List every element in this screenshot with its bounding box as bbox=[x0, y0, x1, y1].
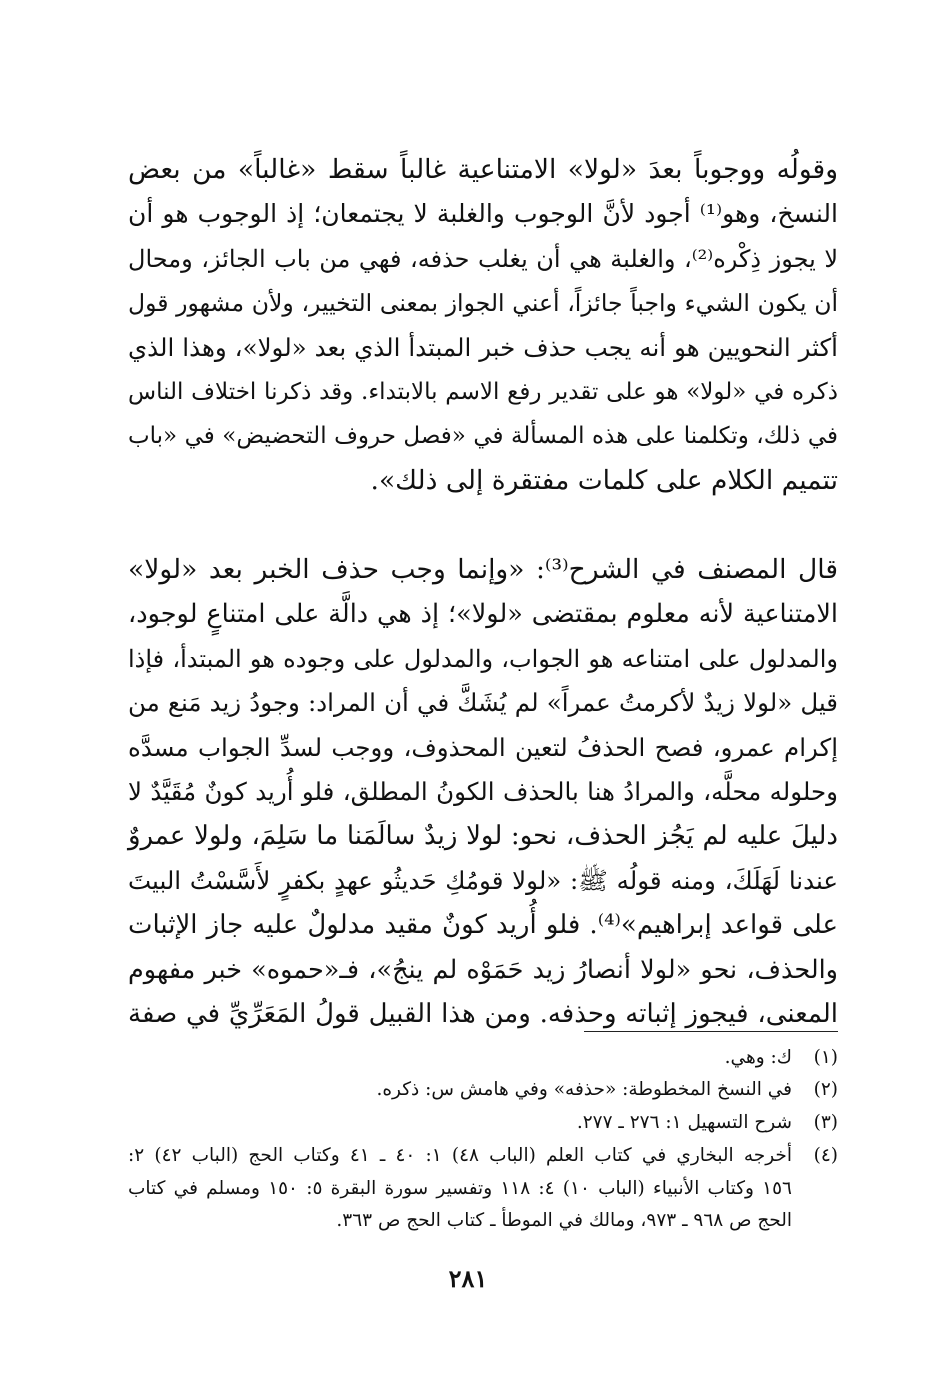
text-line: والمدلول على امتناعه هو الجواب، والمدلول على وجوده هو المبتدأ، فإذا bbox=[128, 644, 838, 673]
text-line: لا يجوز ذِكْره⁽²⁾، والغلبة هي أن يغلب حذفه، فهي من باب الجائز، ومحال bbox=[128, 244, 839, 273]
text-line: قال المصنف في الشرح⁽³⁾: «وإنما وجب حذف الخبر بعد «لولا» bbox=[128, 554, 838, 585]
footnote-separator bbox=[584, 1031, 838, 1032]
text-line: عندنا لَهَلَكَ، ومنه قولُه ﷺ: «لولا قومُكِ حَديثُو عهدٍ بكفرٍ لأَسَّسْتُ البيتَ bbox=[128, 865, 838, 895]
footnote-1 bbox=[128, 1042, 838, 1075]
text-line: دليلَ عليه لم يَجُز الحذف، نحو: لولا زيدٌ سالَمَنا ما سَلِمَ، ولولا عمروٌ bbox=[128, 821, 838, 852]
main-paragraph-2 bbox=[128, 548, 838, 1036]
text-line: والحذف، نحو «لولا أنصارُ زيد حَمَوْه لم ينجُ»، فـ«حموه» خبر مفهوم bbox=[128, 954, 838, 985]
text-line: أكثر النحويين هو أنه يجب حذف خبر المبتدأ الذي بعد «لولا»، وهذا الذي bbox=[128, 332, 838, 362]
footnote-text: ك: وهي. bbox=[724, 1047, 792, 1068]
text-line: أن يكون الشيء واجباً جائزاً، أعني الجواز بمعنى التخيير، ولأن مشهور قول bbox=[128, 289, 838, 318]
footnote-line bbox=[128, 1107, 838, 1140]
footnote-2 bbox=[128, 1074, 838, 1107]
footnote-number: (٤) bbox=[813, 1145, 839, 1166]
footnote-text: أخرجه البخاري في كتاب العلم (الباب ٤٨) ١: ٤٠ ـ ٤١ وكتاب الحج (الباب ٤٢) ٢: bbox=[128, 1145, 793, 1166]
main-paragraph-1 bbox=[128, 148, 838, 503]
footnote-number: (٣) bbox=[813, 1112, 838, 1133]
footnote-text: في النسخ المخطوطة: «حذفه» وفي هامش س: ذكره. bbox=[376, 1079, 792, 1100]
text-line: النسخ، وهو⁽¹⁾ أجود لأنَّ الوجوب والغلبة لا يجتمعان؛ إذ الوجوب هو أن bbox=[128, 199, 839, 229]
text-line: وحلوله محلَّه، والمرادُ هنا بالحذف الكونُ المطلق، فلو أُريد كونٌ مُقَيَّدٌ لا bbox=[128, 776, 838, 806]
footnote-line: ١٥٦ وكتاب الأنبياء (الباب ١٠) ٤: ١١٨ وتفسير سورة البقرة ٥: ١٥٠ ومسلم في كتاب bbox=[128, 1177, 792, 1199]
footnote-line bbox=[128, 1074, 838, 1107]
text-line: وقولُه ووجوباً بعدَ «لولا» الامتناعية غالباً سقط «غالباً» من بعض bbox=[128, 154, 838, 185]
page-number: ٢٨١ bbox=[448, 1264, 488, 1293]
text-line: قيل «لولا زيدٌ لأكرمتُ عمراً» لم يُشَكَّ في أن المراد: وجودُ زيد مَنع من bbox=[128, 688, 838, 718]
footnote-number: (١) bbox=[813, 1047, 838, 1068]
footnote-line bbox=[128, 1140, 838, 1173]
footnote-text: شرح التسهيل ١: ٢٧٦ ـ ٢٧٧. bbox=[576, 1112, 792, 1133]
text-line: الامتناعية لأنه معلوم بمقتضى «لولا»؛ إذ هي دالَّة على امتناعٍ لوجود، bbox=[128, 599, 838, 630]
text-line: المعنى، فيجوز إثباته وحذفه. ومن هذا القبيل قولُ المَعَرِّيِّ في صفة bbox=[128, 998, 838, 1029]
text-line: ذكره في «لولا» هو على تقدير رفع الاسم بالابتداء. وقد ذكرنا اختلاف الناس bbox=[128, 378, 838, 405]
text-line: إكرام عمرو، فصح الحذفُ لتعين المحذوف، ووجب لسدِّ الجواب مسدَّه bbox=[128, 732, 838, 762]
footnote-3 bbox=[128, 1107, 838, 1140]
footnote-line bbox=[128, 1042, 838, 1075]
footnote-4 bbox=[128, 1140, 838, 1238]
text-line: في ذلك، وتكلمنا على هذه المسألة في «فصل حروف التحضيض» في «باب bbox=[128, 423, 838, 450]
footnote-line: الحج ص ٩٦٨ ـ ٩٧٣، ومالك في الموطأ ـ كتاب الحج ص ٣٦٣. bbox=[336, 1210, 792, 1231]
text-line: تتميم الكلام على كلمات مفتقرة إلى ذلك». bbox=[370, 464, 838, 496]
footnote-number: (٢) bbox=[813, 1079, 838, 1100]
text-line: على قواعد إبراهيم»⁽⁴⁾. فلو أُريد كونٌ مقيد مدلولٌ عليه جاز الإثبات bbox=[128, 910, 839, 941]
